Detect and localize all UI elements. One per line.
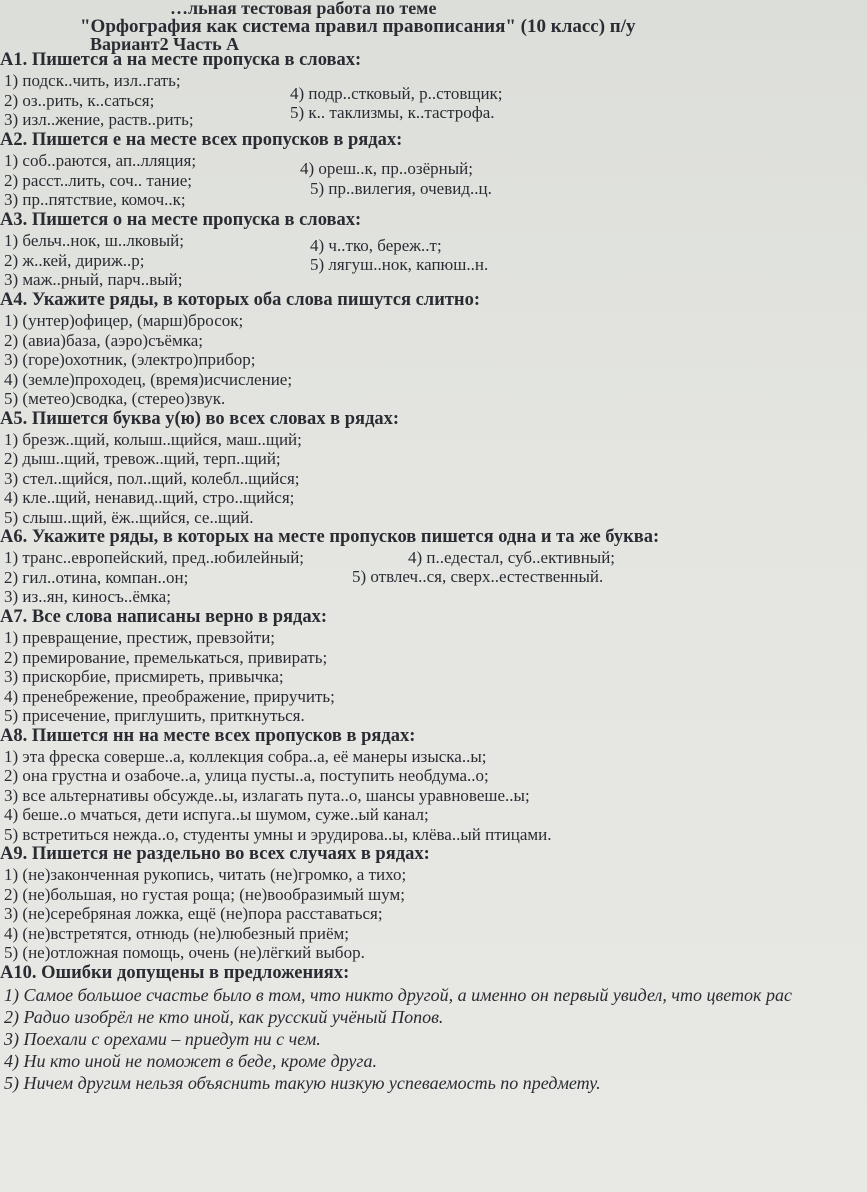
task-option: 2) дыш..щий, тревож..щий, терп..щий; [4, 449, 281, 468]
task-question: А8. Пишется нн на месте всех пропусков в рядах: [0, 725, 416, 746]
task-a1 [0, 50, 867, 130]
header-line-3: Вариант2 Часть А [90, 34, 240, 54]
task-option: 5) к.. таклизмы, к..тастрофа. [290, 103, 495, 122]
header-line-2: "Орфография как система правил правописания" (10 класс) п/у [80, 16, 636, 37]
task-a8 [0, 726, 867, 845]
task-option: 2) ж..кей, дириж..р; [4, 250, 145, 270]
task-option: 5) Ничем другим нельзя объяснить такую низкую успеваемость по предмету. [4, 1072, 601, 1093]
task-question: А5. Пишется буква у(ю) во всех словах в рядах: [0, 408, 400, 429]
task-option: 1) брезж..щий, колыш..щийся, маш..щий; [4, 429, 302, 449]
task-option: 3) стел..щийся, пол..щий, колебл..щийся; [4, 468, 300, 488]
task-option: 2) (не)большая, но густая роща; (не)вообразимый шум; [4, 884, 405, 904]
task-option: 4) ч..тко, береж..т; [310, 236, 442, 255]
task-option: 1) Самое большое счастье было в том, что никто другой, а именно он первый увидел, что цветок рас [4, 984, 792, 1005]
task-option: 1) подск..чить, изл..гать; [4, 71, 181, 90]
task-option: 2) (авиа)база, (аэро)съёмка; [4, 330, 203, 350]
task-option: 1) транс..европейский, пред..юбилейный; [4, 548, 305, 567]
task-option: 1) соб..раются, ап..лляция; [4, 151, 197, 170]
task-question: А1. Пишется а на месте пропуска в словах: [0, 50, 362, 70]
task-option: 1) (не)законченная рукопись, читать (не)громко, а тихо; [4, 865, 407, 884]
task-a2 [0, 130, 867, 210]
task-question: А9. Пишется не раздельно во всех случаях в рядах: [0, 844, 430, 864]
task-option: 3) Поехали с орехами – приедут ни с чем. [4, 1028, 321, 1049]
task-question: А4. Укажите ряды, в которых оба слова пишутся слитно: [0, 290, 481, 310]
task-option: 3) изл..жение, раств..рить; [4, 110, 194, 129]
task-option: 2) расст..лить, соч.. тание; [4, 170, 193, 190]
task-option: 3) все альтернативы обсужде..ы, излагать пута..о, шансы уравновеше..ы; [4, 785, 530, 805]
task-option: 2) гил..отина, компан..он; [4, 567, 189, 587]
task-option: 3) маж..рный, парч..вый; [4, 270, 183, 289]
task-option: 3) прискорбие, присмиреть, привычка; [4, 667, 284, 686]
task-option: 2) она грустна и озабоче..а, улица пусты..а, поступить необдума..о; [4, 766, 489, 785]
task-option: 3) (не)серебряная ложка, ещё (не)пора расставаться; [4, 904, 383, 923]
task-option: 3) из..ян, киносъ..ёмка; [4, 587, 171, 606]
task-option: 3) (горе)охотник, (электро)прибор; [4, 350, 256, 369]
task-option: 5) слыш..щий, ёж..щийся, се..щий. [4, 507, 254, 527]
task-option: 5) лягуш..нок, капюш..н. [310, 255, 489, 274]
task-option: 5) отвлеч..ся, сверх..естественный. [352, 567, 604, 586]
header-line-1: …льная тестовая работа по теме [170, 0, 437, 18]
task-a4 [0, 290, 867, 409]
task-option: 2) Радио изобрёл не кто иной, как русский учёный Попов. [4, 1006, 444, 1027]
task-a3 [0, 210, 867, 290]
task-a10 [0, 963, 867, 1094]
task-a6 [0, 527, 867, 607]
task-a5 [0, 409, 867, 528]
task-option: 5) встретиться нежда..о, студенты умны и эрудирова..ы, клёва..ый птицами. [4, 824, 552, 844]
task-question: А2. Пишется е на месте всех пропусков в рядах: [0, 130, 403, 150]
task-option: 2) премирование, премелькаться, привирать; [4, 647, 328, 667]
task-question: А6. Укажите ряды, в которых на месте пропусков пишется одна и та же буква: [0, 527, 660, 547]
task-option: 4) ореш..к, пр..озёрный; [300, 159, 474, 178]
task-a7 [0, 607, 867, 726]
tasks-list [0, 50, 867, 1094]
task-option: 1) превращение, престиж, превзойти; [4, 628, 276, 647]
task-option: 1) (унтер)офицер, (марш)бросок; [4, 311, 244, 330]
task-option: 4) (не)встретятся, отнюдь (не)любезный приём; [4, 923, 349, 943]
task-option: 3) пр..пятствие, комоч..к; [4, 190, 186, 209]
task-option: 5) пр..вилегия, очевид..ц. [310, 179, 492, 198]
task-option: 4) п..едестал, суб..ективный; [408, 548, 616, 567]
task-question: А3. Пишется о на месте пропуска в словах: [0, 210, 362, 230]
task-a9 [0, 844, 867, 963]
task-option: 4) подр..стковый, р..стовщик; [290, 84, 503, 103]
task-option: 4) кле..щий, ненавид..щий, стро..щийся; [4, 488, 295, 507]
task-option: 1) бельч..нок, ш..лковый; [4, 231, 184, 250]
task-question: А7. Все слова написаны верно в рядах: [0, 607, 328, 627]
task-option: 5) присечение, приглушить, приткнуться. [4, 706, 305, 725]
task-option: 4) (земле)проходец, (время)исчисление; [4, 369, 293, 389]
task-option: 2) оз..рить, к..саться; [4, 90, 155, 110]
task-option: 4) Ни кто иной не поможет в беде, кроме друга. [4, 1050, 377, 1071]
task-option: 4) пренебрежение, преображение, приручить; [4, 686, 335, 706]
task-option: 1) эта фреска соверше..а, коллекция собра..а, её манеры изыска..ы; [4, 746, 487, 766]
task-option: 4) беше..о мчаться, дети испуга..ы шумом, суже..ый канал; [4, 805, 429, 824]
task-question: А10. Ошибки допущены в предложениях: [0, 962, 350, 983]
task-option: 5) (метео)сводка, (стерео)звук. [4, 389, 226, 408]
task-option: 5) (не)отложная помощь, очень (не)лёгкий выбор. [4, 943, 365, 962]
